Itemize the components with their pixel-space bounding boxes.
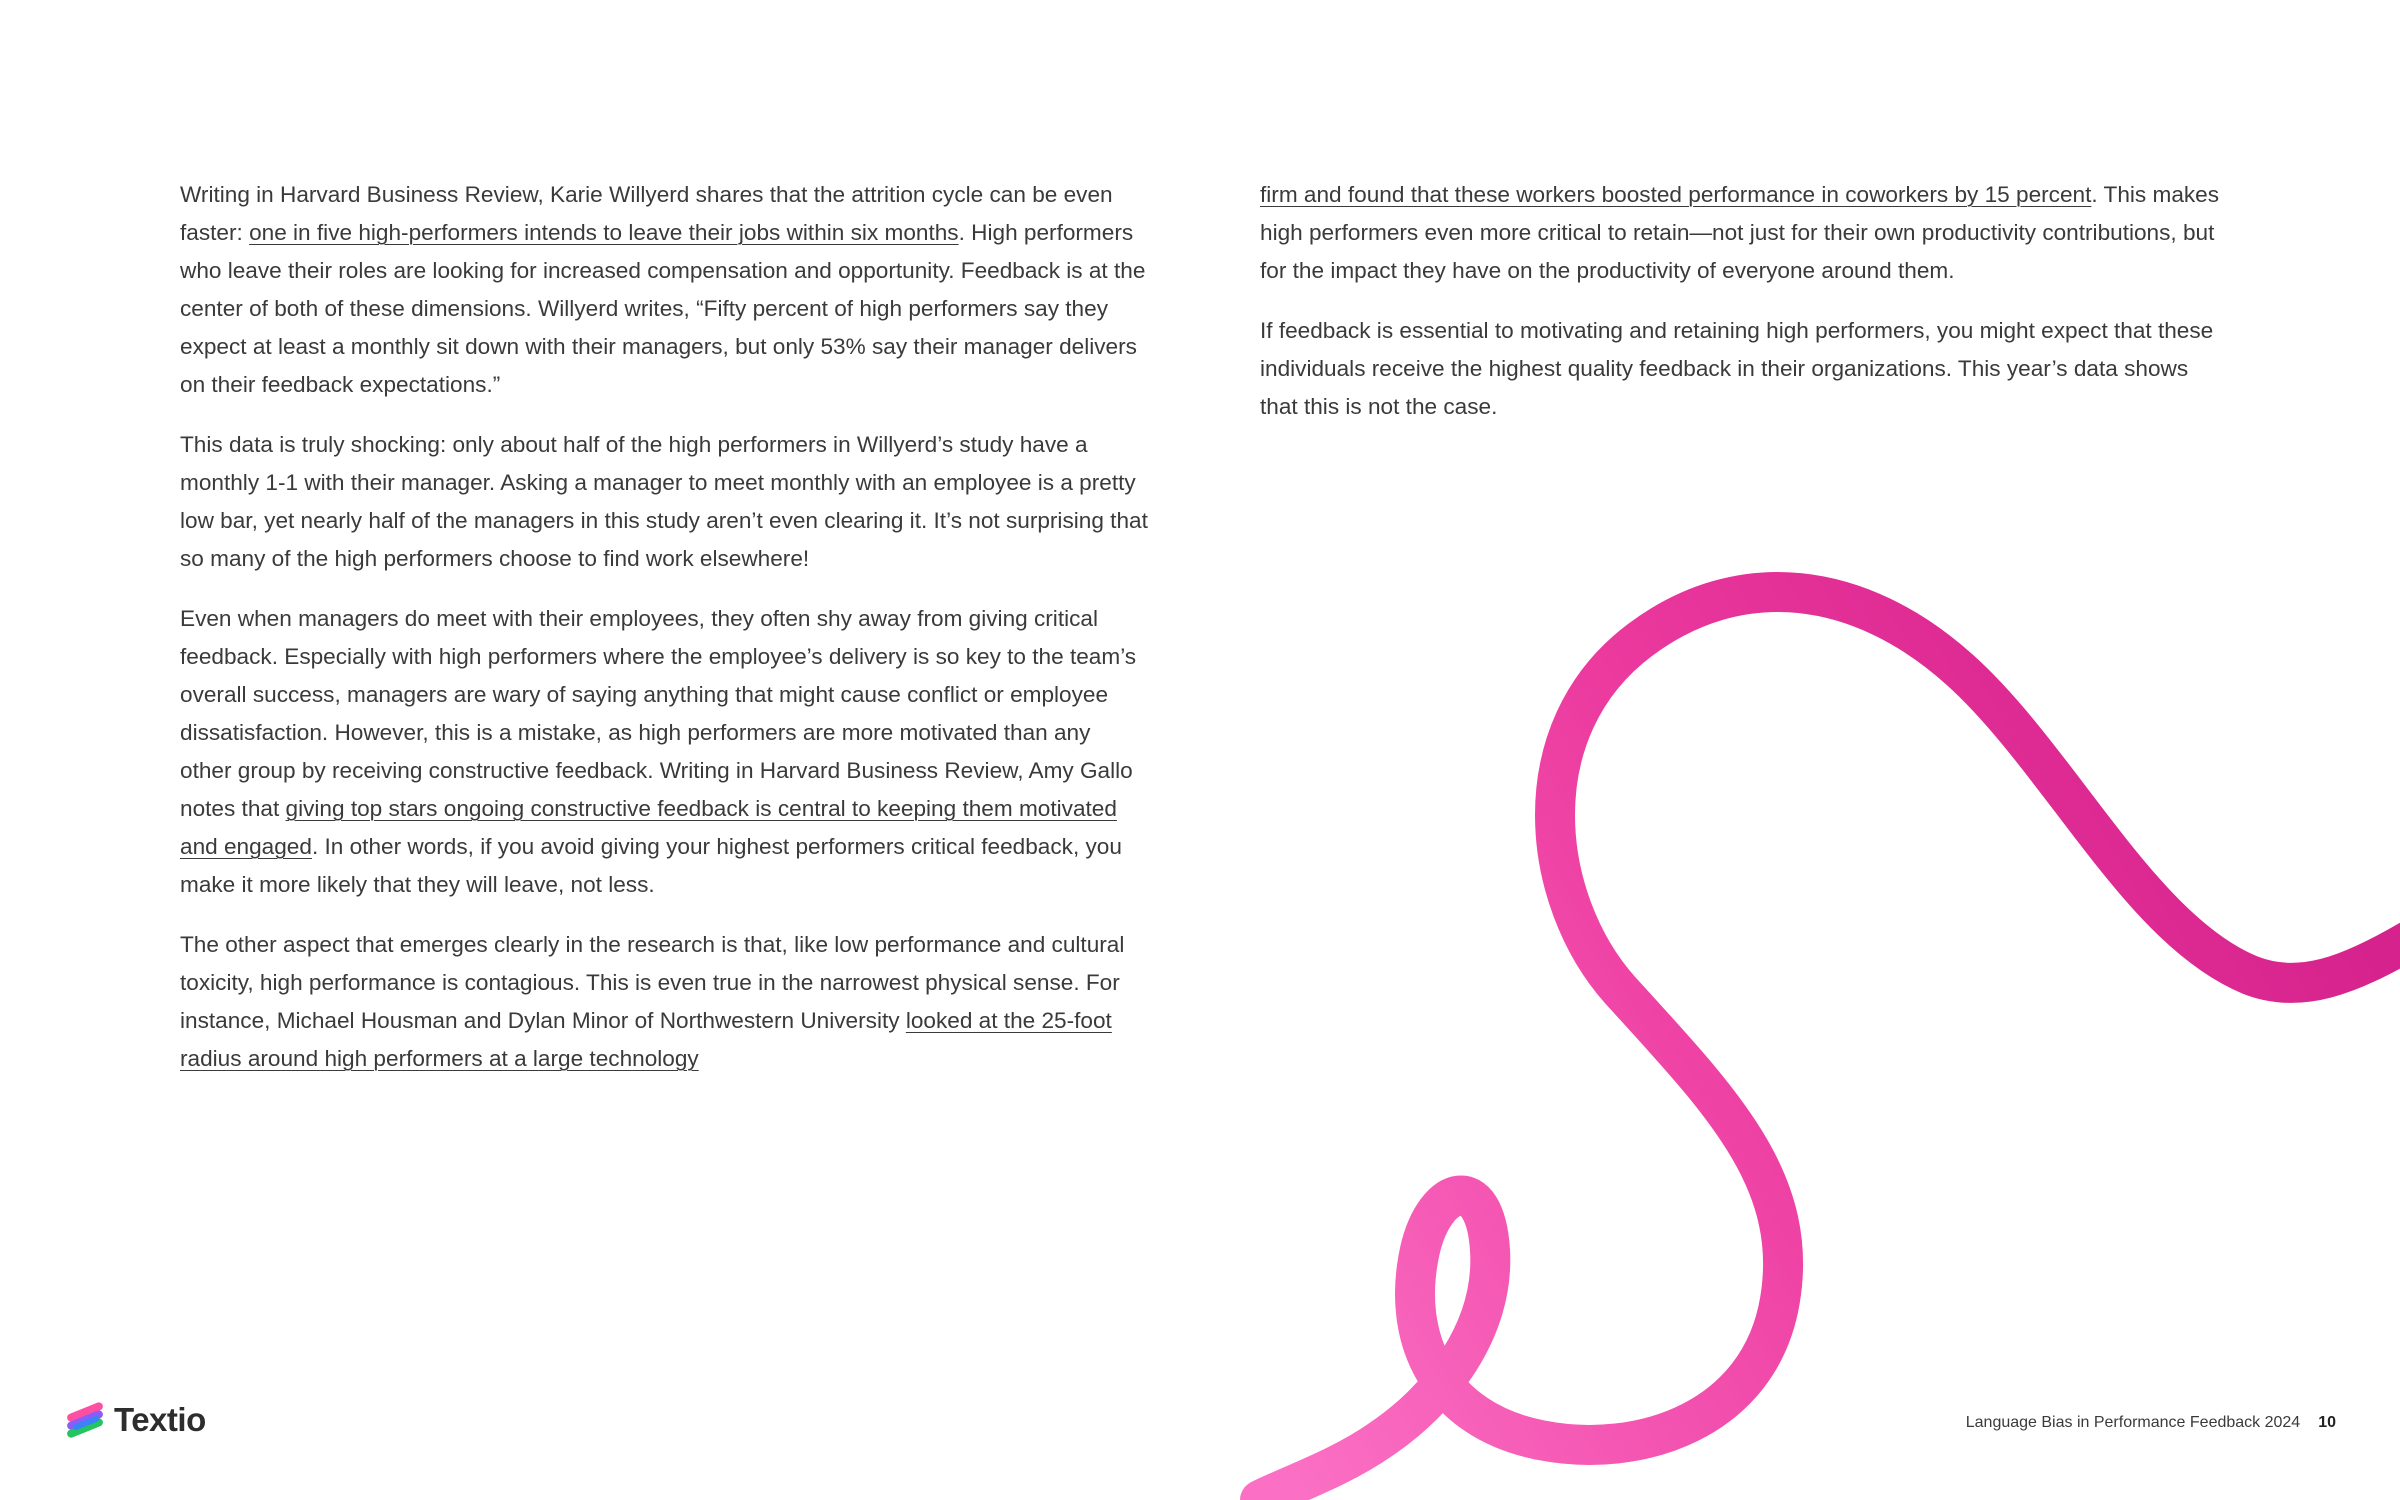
paragraph-contagious-performance [180,926,1148,1078]
report-title: Language Bias in Performance Feedback 2024 [1965,1414,2301,1431]
paragraph-shocking-data: This data is truly shocking: only about half of the high performers in Willyerd’s study have a monthly 1-1 with their manager. Asking a manager to meet monthly with an employee is a pretty low bar, yet nearly half of the managers in this study aren’t even clearing it. It’s not surprising that so many of the high performers choose to find work elsewhere! [180,432,1148,571]
paragraph-critical-feedback [180,600,1148,904]
paragraph-text: . High performers who leave their roles are looking for increased compensation and opportunity. Feedback is at the center of both of these dimensions. Willyerd writes, “Fifty percent of high performers say they expect at least a monthly sit down with their managers, but only 53% say their manager delivers on their feedback expectations.” [180,220,1146,397]
link-25-foot-radius[interactable]: looked at the 25-foot radius around high performers at a large technology [180,1008,1112,1071]
left-text-column [180,176,1148,1100]
textio-logo [64,1400,206,1440]
page-number: 10 [2318,1414,2336,1431]
paragraph-text: Writing in Harvard Business Review, Karie Willyerd shares that the attrition cycle can be even faster: [180,182,1113,245]
right-text-column [1260,176,2220,448]
paragraph-text: . This makes high performers even more critical to retain—not just for their own productivity contributions, but for the impact they have on the productivity of everyone around them. [1260,182,2220,283]
paragraph-text: Even when managers do meet with their employees, they often shy away from giving critical feedback. Especially with high performers where the employee’s delivery is so key to the team’s overall success, managers are wary of saying anything that might cause conflict or employee dissatisfaction. However, this is a mistake, as high performers are more motivated than any other group by receiving constructive feedback. Writing in Harvard Business Review, Amy Gallo notes that [180,606,1137,821]
paragraph-coworker-boost [1260,176,2220,290]
link-constructive-feedback[interactable]: giving top stars ongoing constructive feedback is central to keeping them motivated and engaged [180,796,1117,859]
paragraph-text: . In other words, if you avoid giving your highest performers critical feedback, you make it more likely that they will leave, not less. [180,834,1122,897]
textio-logo-icon [64,1400,108,1440]
paragraph-text: The other aspect that emerges clearly in the research is that, like low performance and cultural toxicity, high performance is contagious. This is even true in the narrowest physical sense. For instance, Michael Housman and Dylan Minor of Northwestern University [180,932,1125,1033]
link-high-performers-leave[interactable]: one in five high-performers intends to leave their jobs within six months [249,220,959,245]
link-coworker-performance[interactable]: firm and found that these workers boosted performance in coworkers by 15 percent [1260,182,2092,207]
paragraph-not-the-case: If feedback is essential to motivating and retaining high performers, you might expect that these individuals receive the highest quality feedback in their organizations. This year’s data shows that this is not the case. [1260,318,2214,419]
logo-wordmark: Textio [114,1401,206,1438]
paragraph-attrition [180,176,1148,404]
page-footer [1966,1414,2336,1432]
